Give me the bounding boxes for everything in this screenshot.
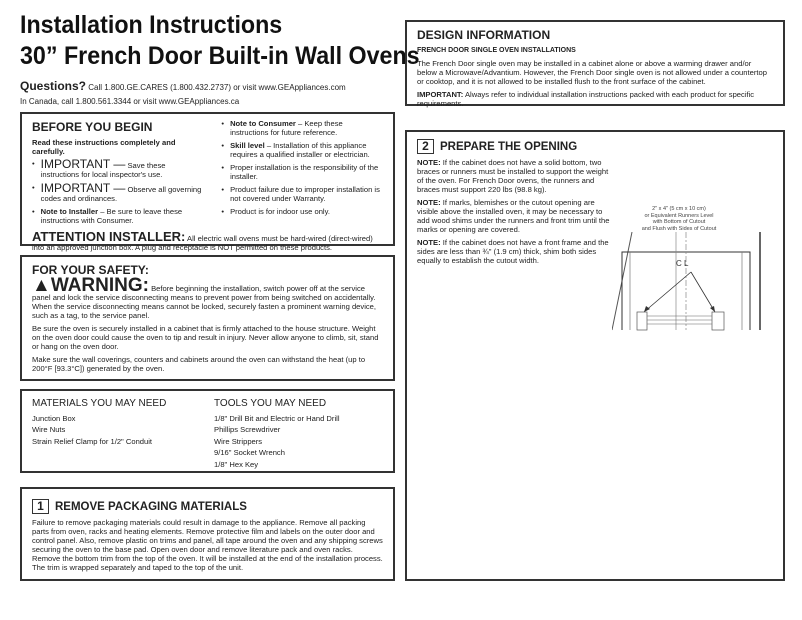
questions-text: Call 1.800.GE.CARES (1.800.432.2737) or visit www.GEAppliances.com: [88, 83, 346, 92]
canada-text: In Canada, call 1.800.561.3344 or visit www.GEAppliances.ca: [20, 97, 240, 106]
materials-tools-box: [20, 389, 395, 473]
step1-text: Failure to remove packaging materials could result in damage to the appliance. Remove all packing parts from oven, racks and heating elements. Remove protective film and labels on the outer door and control panel. Also, remove plastic on trims and panel, all tape around the oven and any shipping screws securing the oven to the base pad. Open oven door and remove literature pack and oven racks. Remove the bottom trim from the top of the oven. It will be installed at the end of the installation process. The trim is wrapped separately and taped to the top of the unit.: [32, 518, 383, 572]
step1-box: [20, 487, 395, 581]
warning-icon: ▲: [32, 275, 51, 296]
before-you-begin-box: [20, 112, 395, 252]
design-text: The French Door single oven may be installed in a cabinet alone or above a warming drawer and/or below a Microwave/Advantium. However, the French Door single oven is not allowed under a countertop or cooktop, and it is not allowed to be installed flush to the front surface of the cabinet.: [417, 59, 767, 86]
questions-label: Questions?: [20, 79, 87, 93]
step-number: 2: [417, 139, 434, 154]
cutout-diagram: [612, 232, 772, 332]
title-line-1: Installation Instructions: [20, 11, 283, 39]
step-number: 1: [32, 499, 49, 514]
safety-box: [20, 255, 395, 381]
list-item: Strain Relief Clamp for 1/2" Conduit: [32, 436, 153, 446]
warning-paragraph: ▲WARNING: Before beginning the installation, switch power off at the service panel and lock the service disconnecting means to prevent power from being switched on accidentally. When the service disconnecting means cannot be locked, securely fasten a prominent warning device, such as a tag, to the service panel.: [32, 275, 377, 320]
list-item: 1/8" Drill Bit and Electric or Hand Drill: [214, 413, 340, 423]
step2-title: PREPARE THE OPENING: [440, 141, 578, 153]
note: NOTE: If the cabinet does not have a solid bottom, two braces or runners must be installed to support the weight of the oven. For French Door ovens, the runners and braces must support 220 lbs (98.8 kg).: [417, 158, 609, 194]
title-line-2: 30” French Door Built-in Wall Ovens: [20, 42, 420, 70]
page-header: [20, 10, 450, 106]
list-item: • Product failure due to improper installation is not covered under Warranty.: [221, 185, 380, 203]
design-subtitle: FRENCH DOOR SINGLE OVEN INSTALLATIONS: [417, 47, 576, 54]
before-title: BEFORE YOU BEGIN: [32, 120, 153, 134]
design-info-box: [405, 20, 785, 106]
list-item: Wire Strippers: [214, 436, 263, 446]
list-item: • Note to Installer – Be sure to leave these instructions with Consumer.: [32, 207, 183, 225]
list-item: • IMPORTANT — Observe all governing codes and ordinances.: [32, 181, 202, 203]
step2-box: [405, 130, 785, 581]
safety-paragraph: Be sure the oven is securely installed in a cabinet that is firmly attached to the house structure. Weight on the oven door could cause the oven to tip and result in injury. Never allow anyone to climb, sit, stand or hang on the oven door.: [32, 324, 379, 351]
list-item: 9/16" Socket Wrench: [214, 448, 285, 457]
list-item: Wire Nuts: [32, 425, 66, 434]
note: NOTE: If marks, blemishes or the cutout opening are visible above the installed oven, it may be necessary to add wood shims under the runners and front trim until the marks or opening are covered.: [417, 198, 610, 234]
before-intro: Read these instructions completely and carefully.: [32, 138, 176, 156]
safety-title: FOR YOUR SAFETY:: [32, 263, 149, 277]
list-item: • Skill level – Installation of this appliance requires a qualified installer or electrician.: [221, 141, 370, 159]
list-item: • Product is for indoor use only.: [221, 207, 330, 216]
list-item: Phillips Screwdriver: [214, 425, 281, 434]
list-item: Junction Box: [32, 413, 76, 423]
design-title: DESIGN INFORMATION: [417, 28, 551, 42]
step1-title: REMOVE PACKAGING MATERIALS: [55, 501, 247, 513]
diagram-caption: 2" x 4" (5 cm x 10 cm) or Equivalent Runners Level with Bottom of Cutout and Flush with Sides of Cutout: [641, 206, 717, 232]
centerline-label: C L: [676, 259, 689, 268]
safety-paragraph: Make sure the wall coverings, counters and cabinets around the oven can withstand the heat (up to 200°F [93.3°C]) generated by the oven.: [32, 355, 366, 373]
list-item: 1/8" Hex Key: [214, 459, 259, 469]
list-item: • IMPORTANT — Save these instructions for local inspector's use.: [32, 157, 166, 179]
materials-title: MATERIALS YOU MAY NEED: [32, 398, 167, 409]
tools-title: TOOLS YOU MAY NEED: [214, 398, 327, 409]
list-item: • Note to Consumer – Keep these instructions for future reference.: [221, 119, 343, 137]
attention-installer: ATTENTION INSTALLER: All electric wall ovens must be hard-wired (direct-wired) into an approved junction box. A plug and receptacle is NOT permitted on these products.: [32, 229, 373, 252]
list-item: • Proper installation is the responsibility of the installer.: [221, 163, 379, 181]
note: NOTE: If the cabinet does not have a front frame and the sides are less than ¾" (1.9 cm) thick, shim both sides equally to establish the cutout width.: [417, 238, 609, 265]
design-important: IMPORTANT: Always refer to individual installation instructions packed with each product for specific requirements.: [417, 90, 755, 108]
